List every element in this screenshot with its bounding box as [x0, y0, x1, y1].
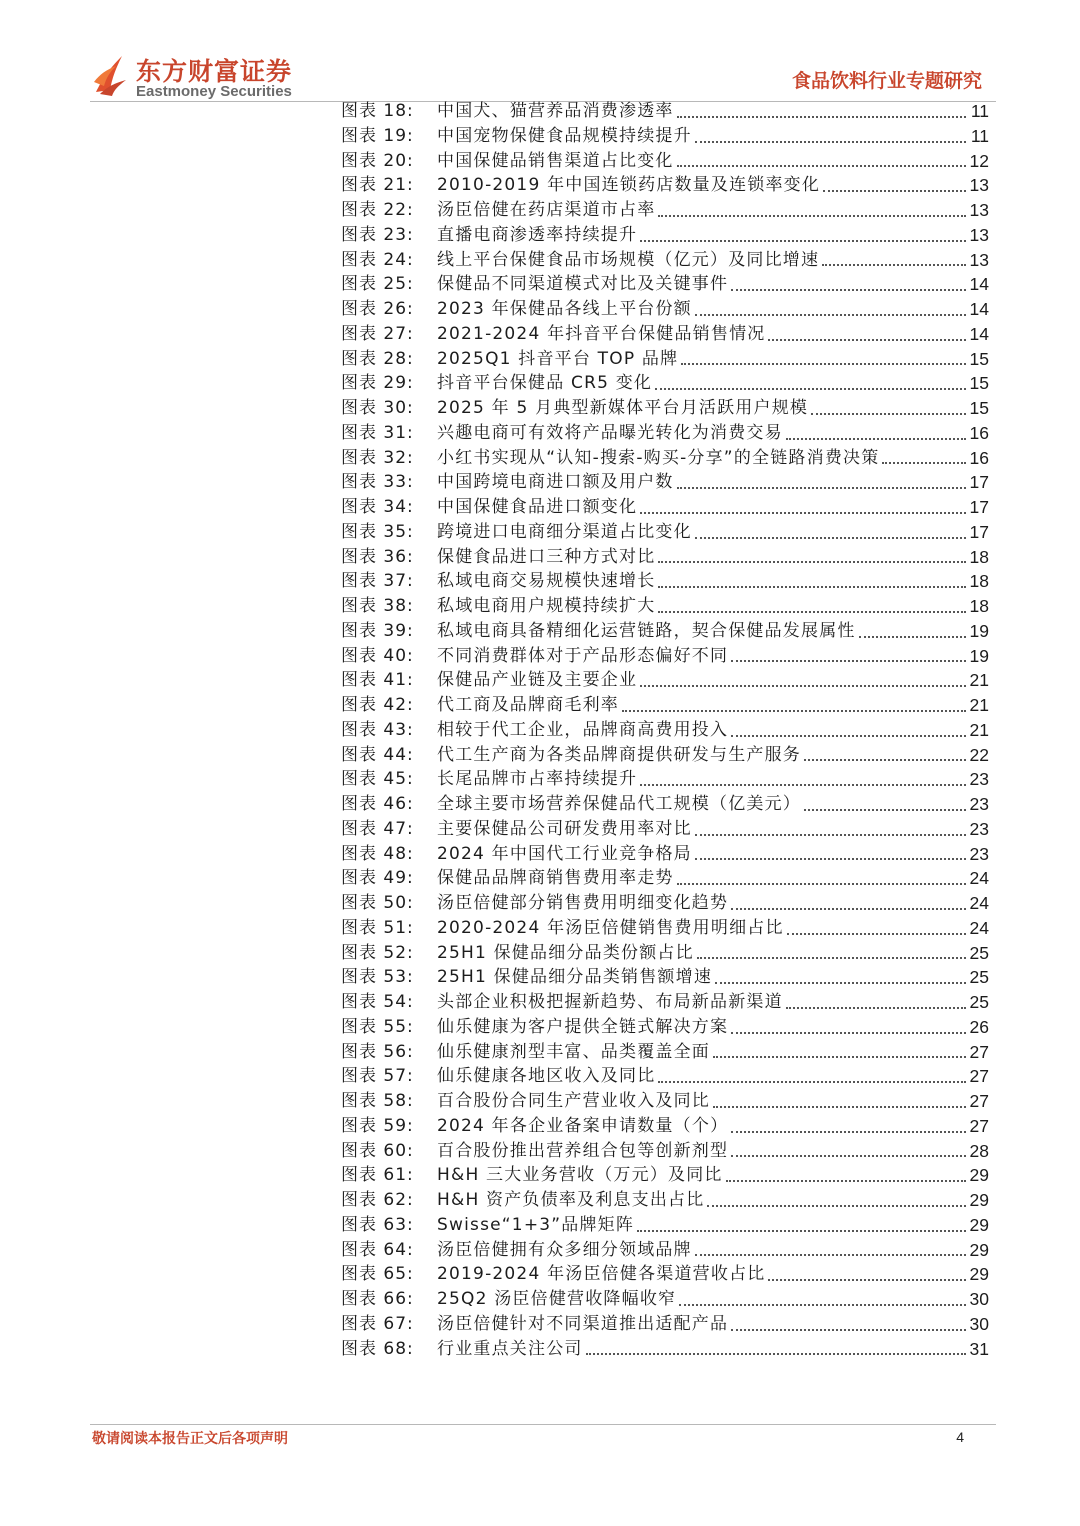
toc-figure-title: 长尾品牌市占率持续提升 — [437, 769, 638, 790]
toc-figure-label: 图表 40: — [341, 645, 414, 666]
toc-entry[interactable] — [341, 1238, 989, 1263]
toc-entry[interactable] — [341, 668, 989, 693]
toc-dot-leader — [695, 821, 966, 836]
toc-entry[interactable] — [341, 1163, 989, 1188]
toc-entry[interactable] — [341, 842, 989, 867]
toc-figure-title: 2020-2024 年汤臣倍健销售费用明细占比 — [437, 917, 784, 938]
toc-entry[interactable] — [341, 916, 989, 941]
toc-figure-title: 仙乐健康各地区收入及同比 — [437, 1066, 656, 1087]
toc-entry[interactable] — [341, 396, 989, 421]
toc-figure-label: 图表 27: — [341, 323, 414, 344]
toc-figure-label: 图表 24: — [341, 249, 414, 270]
toc-figure-label: 图表 59: — [341, 1115, 414, 1136]
toc-figure-label: 图表 53: — [341, 967, 414, 988]
toc-figure-label: 图表 20: — [341, 150, 414, 171]
toc-page-number: 14 — [969, 299, 989, 319]
toc-dot-leader — [713, 1093, 966, 1108]
toc-page-number: 16 — [969, 447, 989, 468]
toc-figure-title: 私域电商交易规模快速增长 — [437, 571, 656, 592]
toc-dot-leader — [658, 202, 966, 217]
toc-figure-label: 图表 67: — [341, 1313, 414, 1334]
toc-page-number: 14 — [969, 323, 989, 344]
toc-figure-label: 图表 46: — [341, 794, 414, 814]
toc-page-number: 11 — [970, 125, 989, 146]
toc-page-number: 27 — [969, 1066, 989, 1087]
toc-figure-title: 汤臣倍健拥有众多细分领域品牌 — [437, 1239, 692, 1260]
toc-dot-leader — [726, 1167, 966, 1182]
toc-dot-leader — [731, 1142, 966, 1157]
toc-page-number: 23 — [969, 843, 989, 864]
toc-dot-leader — [637, 1217, 966, 1232]
toc-entry[interactable] — [341, 718, 989, 743]
toc-entry[interactable] — [341, 990, 989, 1015]
toc-figure-label: 图表 31: — [341, 422, 414, 443]
toc-entry[interactable] — [341, 866, 989, 891]
toc-dot-leader — [731, 722, 966, 737]
toc-figure-label: 图表 19: — [341, 125, 414, 146]
toc-page-number: 15 — [969, 373, 989, 394]
toc-entry[interactable] — [341, 1089, 989, 1114]
toc-entry[interactable] — [341, 941, 989, 966]
toc-page-number: 24 — [969, 868, 989, 889]
toc-page-number: 27 — [969, 1091, 989, 1111]
toc-entry[interactable] — [341, 421, 989, 446]
toc-dot-leader — [677, 474, 966, 489]
toc-dot-leader — [586, 1340, 966, 1355]
toc-dot-leader — [677, 870, 966, 885]
toc-dot-leader — [658, 1068, 966, 1083]
toc-dot-leader — [823, 177, 966, 192]
logo-chinese-name: 东方财富证券 — [136, 57, 293, 86]
toc-page-number: 17 — [969, 472, 989, 493]
toc-figure-title: 百合股份合同生产营业收入及同比 — [437, 1091, 710, 1111]
toc-entry[interactable] — [341, 792, 989, 817]
toc-figure-title: 小红书实现从“认知-搜索-购买-分享”的全链路消费决策 — [437, 447, 880, 468]
toc-entry[interactable] — [341, 173, 989, 198]
toc-page-number: 21 — [969, 695, 989, 715]
page-header — [0, 0, 1080, 104]
toc-entry[interactable] — [341, 99, 989, 124]
toc-figure-label: 图表 43: — [341, 719, 414, 740]
toc-figure-title: 汤臣倍健部分销售费用明细变化趋势 — [437, 893, 729, 913]
toc-figure-title: 仙乐健康为客户提供全链式解决方案 — [437, 1016, 729, 1037]
toc-page-number: 14 — [969, 274, 989, 295]
toc-page-number: 13 — [969, 249, 989, 270]
toc-figure-label: 图表 37: — [341, 571, 414, 592]
toc-dot-leader — [658, 573, 966, 588]
toc-entry[interactable] — [341, 149, 989, 174]
toc-page-number: 16 — [969, 422, 989, 443]
toc-entry[interactable] — [341, 1040, 989, 1065]
toc-dot-leader — [622, 697, 966, 712]
toc-figure-label: 图表 44: — [341, 744, 414, 765]
toc-figure-label: 图表 29: — [341, 373, 414, 394]
toc-page-number: 22 — [969, 744, 989, 765]
toc-figure-label: 图表 55: — [341, 1016, 414, 1037]
toc-entry[interactable] — [341, 891, 989, 916]
toc-figure-title: 25Q2 汤臣倍健营收降幅收窄 — [437, 1289, 677, 1309]
toc-page-number: 18 — [969, 596, 989, 616]
toc-figure-title: 直播电商渗透率持续提升 — [437, 224, 638, 245]
logo-english-name: Eastmoney Securities — [136, 83, 292, 100]
toc-dot-leader — [695, 301, 966, 316]
toc-page-number: 23 — [969, 794, 989, 814]
toc-page-number: 29 — [969, 1239, 989, 1260]
toc-entry[interactable] — [341, 1262, 989, 1287]
toc-figure-title: 代工商及品牌商毛利率 — [437, 695, 619, 715]
toc-page-number: 29 — [969, 1264, 989, 1285]
toc-dot-leader — [655, 375, 966, 390]
toc-page-number: 24 — [969, 893, 989, 913]
toc-figure-label: 图表 49: — [341, 868, 414, 889]
toc-figure-title: 头部企业积极把握新趋势、布局新品新渠道 — [437, 992, 783, 1012]
toc-figure-label: 图表 58: — [341, 1091, 414, 1111]
toc-entry[interactable] — [341, 470, 989, 495]
toc-figure-title: 2010-2019 年中国连锁药店数量及连锁率变化 — [437, 175, 821, 196]
toc-page-number: 21 — [969, 670, 989, 691]
toc-figure-label: 图表 38: — [341, 596, 414, 616]
toc-entry[interactable] — [341, 520, 989, 545]
toc-dot-leader — [787, 920, 966, 935]
toc-figure-title: 中国保健食品进口额变化 — [437, 497, 638, 517]
toc-figure-title: 2023 年保健品各线上平台份额 — [437, 299, 692, 319]
toc-entry[interactable] — [341, 965, 989, 990]
toc-page-number: 31 — [969, 1338, 989, 1359]
toc-page-number: 27 — [969, 1041, 989, 1062]
toc-figure-title: 25H1 保健品细分品类份额占比 — [437, 942, 694, 963]
toc-figure-title: 中国保健品销售渠道占比变化 — [437, 150, 674, 171]
toc-figure-title: 保健食品进口三种方式对比 — [437, 546, 656, 567]
toc-dot-leader — [681, 350, 966, 365]
toc-page-number: 17 — [969, 521, 989, 542]
toc-entry[interactable] — [341, 495, 989, 520]
toc-figure-title: 跨境进口电商细分渠道占比变化 — [437, 521, 692, 542]
toc-figure-label: 图表 30: — [341, 398, 414, 418]
toc-page-number: 29 — [969, 1214, 989, 1235]
toc-figure-title: 中国跨境电商进口额及用户数 — [437, 472, 674, 493]
toc-dot-leader — [640, 499, 966, 514]
toc-page-number: 30 — [969, 1313, 989, 1334]
toc-dot-leader — [731, 1118, 966, 1133]
toc-figure-label: 图表 65: — [341, 1264, 414, 1285]
toc-dot-leader — [804, 796, 966, 811]
toc-dot-leader — [786, 425, 966, 440]
page-number: 4 — [956, 1429, 964, 1445]
toc-entry[interactable] — [341, 693, 989, 718]
toc-figure-title: 主要保健品公司研发费用率对比 — [437, 818, 692, 839]
toc-page-number: 21 — [969, 719, 989, 740]
toc-figure-label: 图表 42: — [341, 695, 414, 715]
toc-dot-leader — [695, 524, 966, 539]
toc-page-number: 28 — [969, 1140, 989, 1161]
toc-entry[interactable] — [341, 322, 989, 347]
toc-page-number: 25 — [969, 942, 989, 963]
toc-entry[interactable] — [341, 248, 989, 273]
toc-figure-title: 中国犬、猫营养品消费渗透率 — [437, 101, 674, 121]
toc-figure-title: 保健品产业链及主要企业 — [437, 670, 638, 691]
toc-page-number: 12 — [969, 150, 989, 171]
toc-entry[interactable] — [341, 743, 989, 768]
toc-page-number: 25 — [969, 967, 989, 988]
toc-entry[interactable] — [341, 272, 989, 297]
toc-figure-title: 私域电商用户规模持续扩大 — [437, 596, 656, 616]
toc-page-number: 18 — [969, 546, 989, 567]
toc-figure-title: 2025Q1 抖音平台 TOP 品牌 — [437, 348, 679, 369]
toc-figure-title: 兴趣电商可有效将产品曝光转化为消费交易 — [437, 422, 783, 443]
toc-entry[interactable] — [341, 223, 989, 248]
toc-page-number: 13 — [969, 175, 989, 196]
toc-dot-leader — [677, 152, 966, 167]
toc-page-number: 11 — [970, 101, 989, 121]
toc-figure-label: 图表 28: — [341, 348, 414, 369]
toc-figure-label: 图表 23: — [341, 224, 414, 245]
toc-entry[interactable] — [341, 1114, 989, 1139]
toc-figure-title: H&H 三大业务营收（万元）及同比 — [437, 1165, 723, 1186]
toc-figure-label: 图表 64: — [341, 1239, 414, 1260]
toc-page-number: 23 — [969, 769, 989, 790]
toc-figure-title: 汤臣倍健在药店渠道市占率 — [437, 200, 656, 220]
toc-figure-title: 汤臣倍健针对不同渠道推出适配产品 — [437, 1313, 729, 1334]
toc-entry[interactable] — [341, 545, 989, 570]
toc-dot-leader — [822, 251, 966, 266]
toc-figure-label: 图表 34: — [341, 497, 414, 517]
footer-disclaimer: 敬请阅读本报告正文后各项声明 — [92, 1431, 288, 1447]
toc-figure-title: 相较于代工企业，品牌商高费用投入 — [437, 719, 729, 740]
toc-figure-label: 图表 45: — [341, 769, 414, 790]
toc-figure-title: 保健品不同渠道模式对比及关键事件 — [437, 274, 729, 295]
toc-figure-label: 图表 48: — [341, 843, 414, 864]
toc-page-number: 13 — [969, 224, 989, 245]
logo-mark-icon — [92, 52, 130, 96]
toc-page-number: 30 — [969, 1289, 989, 1309]
toc-figure-label: 图表 52: — [341, 942, 414, 963]
toc-entry[interactable] — [341, 817, 989, 842]
toc-figure-title: 抖音平台保健品 CR5 变化 — [437, 373, 653, 394]
toc-dot-leader — [679, 1291, 966, 1306]
toc-figure-label: 图表 66: — [341, 1289, 414, 1309]
toc-figure-label: 图表 63: — [341, 1214, 414, 1235]
toc-entry[interactable] — [341, 619, 989, 644]
toc-figure-title: 全球主要市场营养保健品代工规模（亿美元） — [437, 794, 801, 814]
toc-figure-title: 线上平台保健食品市场规模（亿元）及同比增速 — [437, 249, 820, 270]
toc-entry[interactable] — [341, 1139, 989, 1164]
toc-figure-label: 图表 47: — [341, 818, 414, 839]
toc-page-number: 17 — [969, 497, 989, 517]
report-type-title: 食品饮料行业专题研究 — [791, 70, 982, 92]
toc-figure-title: 私域电商具备精细化运营链路，契合保健品发展属性 — [437, 620, 856, 641]
toc-entry[interactable] — [341, 644, 989, 669]
toc-dot-leader — [804, 746, 966, 761]
toc-dot-leader — [640, 227, 966, 242]
toc-page-number: 27 — [969, 1115, 989, 1136]
toc-dot-leader — [707, 1192, 966, 1207]
toc-figure-title: 保健品品牌商销售费用率走势 — [437, 868, 674, 889]
toc-entry[interactable] — [341, 1287, 989, 1312]
toc-figure-label: 图表 56: — [341, 1041, 414, 1062]
toc-figure-label: 图表 26: — [341, 299, 414, 319]
toc-dot-leader — [658, 598, 966, 613]
toc-page-number: 25 — [969, 992, 989, 1012]
toc-figure-label: 图表 60: — [341, 1140, 414, 1161]
toc-entry[interactable] — [341, 1015, 989, 1040]
toc-figure-label: 图表 32: — [341, 447, 414, 468]
toc-page-number: 29 — [969, 1165, 989, 1186]
toc-figure-title: 2025 年 5 月典型新媒体平台月活跃用户规模 — [437, 398, 809, 418]
toc-dot-leader — [731, 276, 966, 291]
toc-dot-leader — [695, 128, 966, 143]
toc-entry[interactable] — [341, 1064, 989, 1089]
toc-dot-leader — [786, 994, 966, 1009]
toc-entry[interactable] — [341, 767, 989, 792]
toc-page-number: 24 — [969, 917, 989, 938]
toc-figure-label: 图表 35: — [341, 521, 414, 542]
toc-entry[interactable] — [341, 446, 989, 471]
toc-figure-title: Swisse“1+3”品牌矩阵 — [437, 1214, 635, 1235]
toc-dot-leader — [695, 845, 966, 860]
toc-figure-title: 不同消费群体对于产品形态偏好不同 — [437, 645, 729, 666]
toc-figure-label: 图表 36: — [341, 546, 414, 567]
toc-entry[interactable] — [341, 569, 989, 594]
toc-figure-label: 图表 22: — [341, 200, 414, 220]
toc-figure-label: 图表 33: — [341, 472, 414, 493]
toc-entry[interactable] — [341, 297, 989, 322]
toc-entry[interactable] — [341, 1312, 989, 1337]
toc-entry[interactable] — [341, 1337, 989, 1362]
toc-figure-title: 25H1 保健品细分品类销售额增速 — [437, 967, 713, 988]
toc-figure-title: 2019-2024 年汤臣倍健各渠道营收占比 — [437, 1264, 766, 1285]
toc-dot-leader — [731, 1316, 966, 1331]
toc-figure-label: 图表 54: — [341, 992, 414, 1012]
toc-dot-leader — [640, 771, 966, 786]
toc-figure-title: 中国宠物保健食品规模持续提升 — [437, 125, 692, 146]
toc-figure-label: 图表 50: — [341, 893, 414, 913]
toc-page-number: 26 — [969, 1016, 989, 1037]
toc-figure-label: 图表 25: — [341, 274, 414, 295]
toc-figure-title: 仙乐健康剂型丰富、品类覆盖全面 — [437, 1041, 710, 1062]
toc-dot-leader — [811, 400, 966, 415]
toc-dot-leader — [768, 326, 966, 341]
toc-figure-title: 2021-2024 年抖音平台保健品销售情况 — [437, 323, 766, 344]
toc-figure-label: 图表 39: — [341, 620, 414, 641]
toc-dot-leader — [713, 1043, 966, 1058]
toc-dot-leader — [859, 623, 966, 638]
toc-figure-label: 图表 41: — [341, 670, 414, 691]
toc-page-number: 18 — [969, 571, 989, 592]
toc-dot-leader — [640, 672, 966, 687]
toc-entry[interactable] — [341, 1188, 989, 1213]
toc-entry[interactable] — [341, 347, 989, 372]
toc-figure-title: H&H 资产负债率及利息支出占比 — [437, 1190, 705, 1210]
toc-dot-leader — [695, 1241, 966, 1256]
toc-dot-leader — [715, 969, 966, 984]
toc-figure-title: 百合股份推出营养组合包等创新剂型 — [437, 1140, 729, 1161]
toc-dot-leader — [731, 895, 966, 910]
toc-figure-label: 图表 18: — [341, 101, 414, 121]
toc-figure-label: 图表 68: — [341, 1338, 414, 1359]
company-logo — [92, 50, 332, 104]
toc-figure-title: 代工生产商为各类品牌商提供研发与生产服务 — [437, 744, 801, 765]
toc-dot-leader — [731, 1019, 966, 1034]
toc-entry[interactable] — [341, 1213, 989, 1238]
figure-index-list — [341, 99, 989, 1361]
toc-dot-leader — [882, 449, 966, 464]
toc-figure-title: 2024 年中国代工行业竞争格局 — [437, 843, 692, 864]
toc-dot-leader — [677, 103, 966, 118]
toc-page-number: 29 — [969, 1190, 989, 1210]
toc-figure-title: 2024 年各企业备案申请数量（个） — [437, 1115, 729, 1136]
toc-dot-leader — [768, 1266, 966, 1281]
toc-page-number: 15 — [969, 348, 989, 369]
toc-page-number: 19 — [969, 645, 989, 666]
toc-entry[interactable] — [341, 371, 989, 396]
toc-page-number: 19 — [969, 620, 989, 641]
toc-figure-title: 行业重点关注公司 — [437, 1338, 583, 1359]
toc-figure-label: 图表 61: — [341, 1165, 414, 1186]
toc-figure-label: 图表 51: — [341, 917, 414, 938]
toc-dot-leader — [658, 548, 966, 563]
toc-dot-leader — [697, 944, 966, 959]
toc-page-number: 23 — [969, 818, 989, 839]
footer-divider — [90, 1424, 996, 1425]
toc-entry[interactable] — [341, 124, 989, 149]
toc-page-number: 13 — [969, 200, 989, 220]
toc-figure-label: 图表 21: — [341, 175, 414, 196]
toc-page-number: 15 — [969, 398, 989, 418]
toc-dot-leader — [731, 647, 966, 662]
toc-figure-label: 图表 62: — [341, 1190, 414, 1210]
toc-entry[interactable] — [341, 198, 989, 223]
toc-entry[interactable] — [341, 594, 989, 619]
toc-figure-label: 图表 57: — [341, 1066, 414, 1087]
